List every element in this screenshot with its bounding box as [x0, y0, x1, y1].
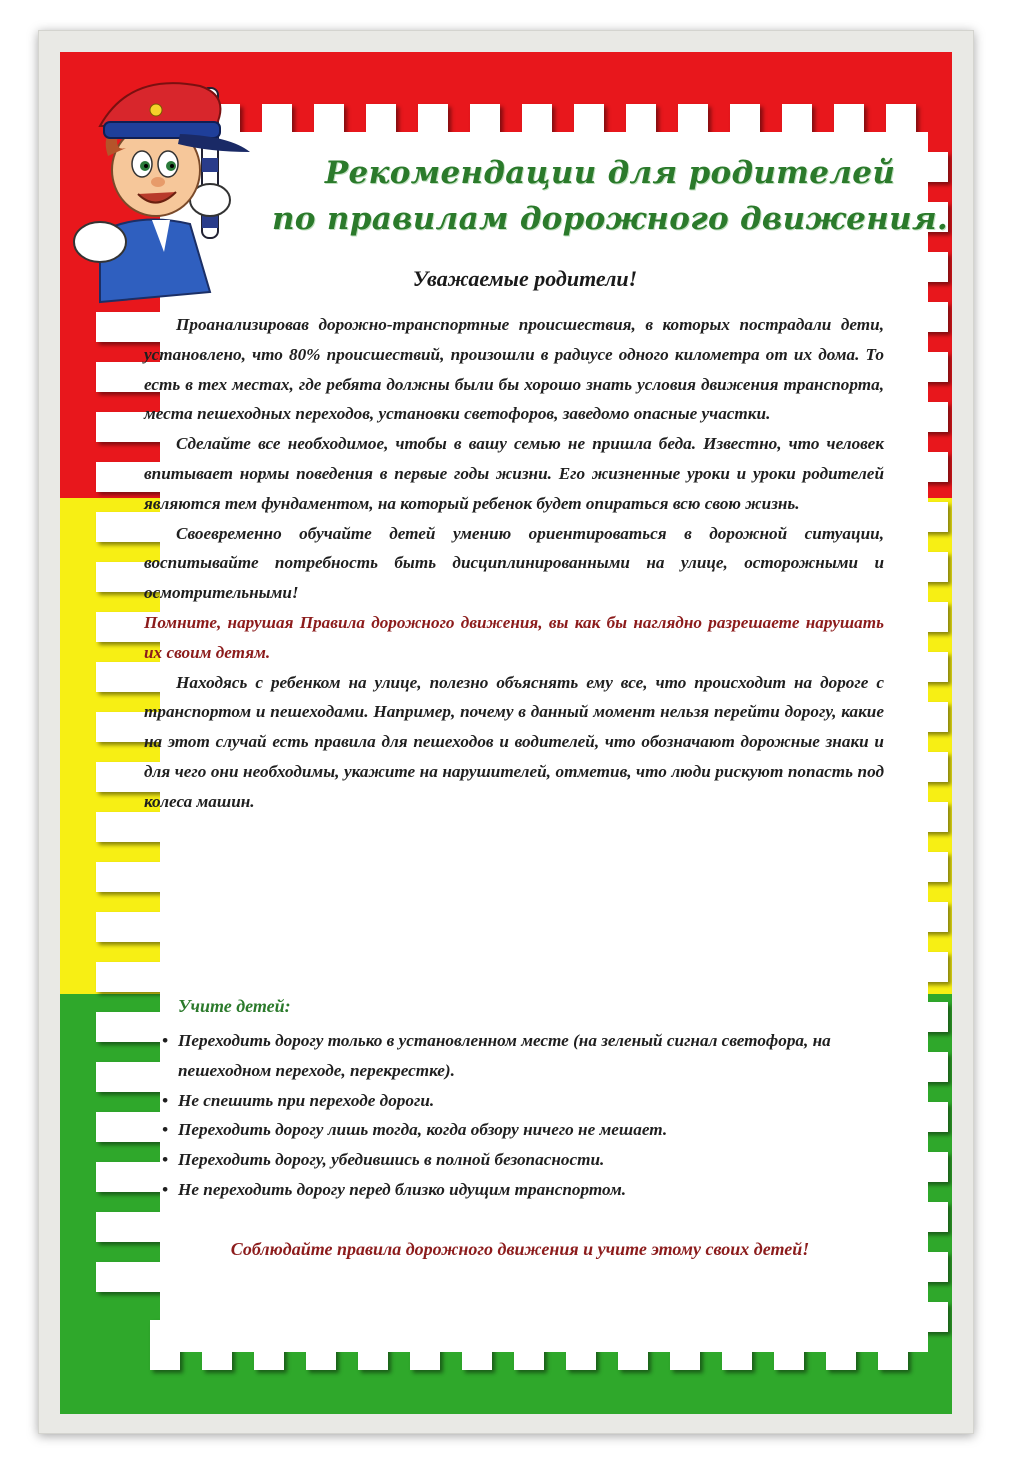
paper-tooth	[96, 962, 166, 992]
title-line-1: Рекомендации для родителей	[324, 155, 896, 191]
paragraph-1: Проанализировав дорожно-транспортные происшествия, в которых пострадали дети, установлено, что 80% происшествий, произошли в радиусе одного километра от их дома. То есть в тех местах, где ребята должны были бы хорошо знать условия движения транспорта, места пешеходных переходов, установки светофоров, заведомо опасные участки.	[144, 315, 884, 424]
paragraph-3: Своевременно обучайте детей умению ориентироваться в дорожной ситуации, воспитывайте потребность быть дисциплинированными на улице, осторожными и осмотрительными!	[144, 523, 884, 603]
closing-text: Соблюдайте правила дорожного движения и учите этому своих детей!	[230, 1239, 810, 1259]
paper-tooth	[96, 1212, 166, 1242]
paper-tooth	[96, 1012, 166, 1042]
paper-tooth	[96, 912, 166, 942]
poster	[60, 52, 952, 1414]
list-item: • Переходить дорогу, убедившись в полной безопасности.	[160, 1145, 880, 1175]
body-text	[144, 310, 884, 817]
page-title	[260, 150, 952, 242]
paragraph-4: Находясь с ребенком на улице, полезно объяснять ему все, что происходит на дороге с транспортом и пешеходами. Например, почему в данный момент нельзя перейти дорогу, какие на этот случай есть правила для пешеходов и водителей, что обозначают дорожные знаки и для чего они необходимы, укажите на нарушителей, отметив, что люди рискуют попасть под колеса машин.	[144, 672, 884, 811]
paper-tooth	[96, 1262, 166, 1292]
list-item: • Не переходить дорогу перед близко идущим транспортом.	[160, 1175, 880, 1205]
list-item: • Переходить дорогу только в установленном месте (на зеленый сигнал светофора, на пешеходном переходе, перекрестке).	[160, 1026, 880, 1086]
teach-list	[160, 1026, 880, 1205]
paper-tooth	[96, 862, 166, 892]
list-item: • Не спешить при переходе дороги.	[160, 1086, 880, 1116]
title-line-2: по правилам дорожного движения.	[271, 201, 949, 237]
traffic-police-boy-icon	[60, 52, 290, 322]
warning-paragraph: Помните, нарушая Правила дорожного движения, вы как бы наглядно разрешаете нарушать их своим детям.	[144, 612, 884, 662]
paper-tooth	[96, 1162, 166, 1192]
paper-tooth	[96, 1062, 166, 1092]
paragraph-2: Сделайте все необходимое, чтобы в вашу семью не пришла беда. Известно, что человек впитывает нормы поведения в первые годы жизни. Его жизненные уроки и уроки родителей являются тем фундаментом, на который ребенок будет опираться всю свою жизнь.	[144, 434, 884, 513]
greeting: Уважаемые родители!	[412, 266, 638, 291]
list-item: • Переходить дорогу лишь тогда, когда обзору ничего не мешает.	[160, 1115, 880, 1145]
paper-tooth	[96, 1112, 166, 1142]
teach-title: Учите детей:	[178, 996, 291, 1016]
